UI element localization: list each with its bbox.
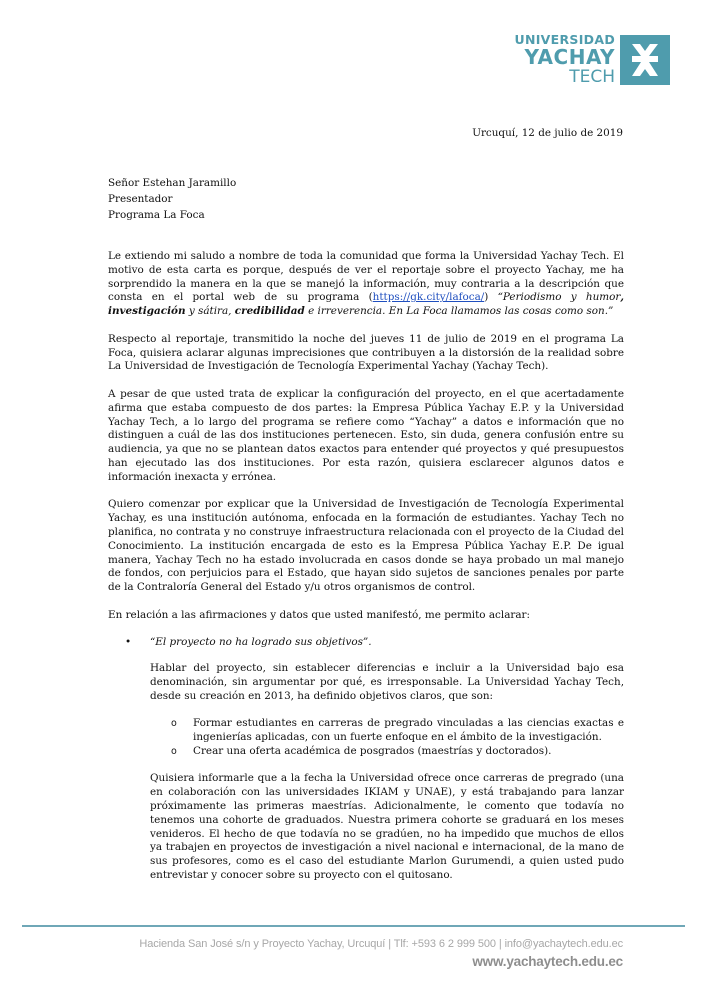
recipient-name: Señor Estehan Jaramillo: [108, 177, 237, 189]
bullet-claim-text: “El proyecto no ha logrado sus objetivos”.: [150, 636, 372, 649]
footer-website[interactable]: www.yachaytech.edu.ec: [472, 954, 623, 969]
program-motto-part-4: credibilidad: [234, 305, 305, 318]
yachay-mark-icon: [620, 35, 670, 85]
footer-divider: [22, 925, 685, 927]
sub-bullet-symbol: o: [171, 745, 177, 757]
bullet-symbol: •: [125, 636, 132, 649]
recipient-program: Programa La Foca: [108, 209, 205, 221]
objective-text: Formar estudiantes en carreras de pregrado vinculadas a las ciencias exactas e ingenierías aplicadas, con un fuerte enfoque en el ámbito de la investigación.: [193, 717, 624, 744]
program-website-link[interactable]: https://gk.city/lafoca/: [372, 291, 485, 304]
letter-date: Urcuquí, 12 de julio de 2019: [472, 127, 623, 139]
objective-item: [150, 717, 624, 745]
paragraph-greeting-paren: ): [484, 291, 498, 304]
objectives-list: [108, 717, 624, 758]
sub-bullet-symbol: o: [171, 718, 177, 730]
paragraph-report: Respecto al reportaje, transmitido la noche del jueves 11 de julio de 2019 en el programa La Foca, quisiera aclarar algunas imprecisiones que contribuyen a la distorsión de la realidad sobre La Universidad de Investigación de Tecnología Experimental Yachay (Yachay Tech).: [108, 332, 624, 373]
logo-line-universidad: UNIVERSIDAD: [514, 32, 615, 47]
recipient-block: [108, 175, 236, 223]
paragraph-objectives: Hablar del proyecto, sin establecer diferencias e incluir a la Universidad bajo esa denominación, sin argumentar por qué, es irresponsable. La Universidad Yachay Tech, desde su creación en 2013, ha definido objetivos claros, que son:: [150, 662, 624, 702]
logo-line-yachay: YACHAY: [524, 45, 615, 69]
bullet-claim: [108, 636, 624, 650]
objective-text: Crear una oferta académica de posgrados (maestrías y doctorados).: [193, 744, 552, 757]
recipient-role: Presentador: [108, 193, 173, 205]
logo-wordmark: [514, 33, 615, 86]
university-logo: [514, 33, 670, 87]
paragraph-greeting-text: Le extiendo mi saludo a nombre de toda la comunidad que forma la Universidad Yachay Tech. El motivo de esta carta es porque, después de ver el reportaje sobre el proyecto Yachay, me ha sorprendido la manera en la que se manejó la información, muy contraria a la descripción que consta en el portal web de su programa (: [108, 250, 624, 304]
program-motto-part-3: y sátira,: [185, 305, 235, 318]
paragraph-configuration: A pesar de que usted trata de explicar la configuración del proyecto, en el que acertadamente afirma que estaba compuesto de dos partes: la Empresa Pública Yachay E.P. y la Universidad Yachay Tech, a lo largo del programa se refiere como “Yachay” a datos e información que no distinguen a cuál de las dos instituciones pertenecen. Esto, sin duda, genera confusión entre su audiencia, ya que no se plantean datos exactos para entender qué proyectos y qué presupuestos han ejecutado las dos instituciones. Por esta razón, quisiera esclarecer algunos datos e información inexacta y errónea.: [108, 387, 624, 483]
logo-line-tech: TECH: [569, 67, 615, 87]
paragraph-greeting: [108, 250, 624, 319]
program-motto-part-2: , investigación: [108, 291, 624, 318]
paragraph-autonomy: Quiero comenzar por explicar que la Universidad de Investigación de Tecnología Experimental Yachay, es una institución autónoma, enfocada en la formación de estudiantes. Yachay Tech no planifica, no contrata y no construye infraestructura relacionada con el proyecto de la Ciudad del Conocimiento. La institución encargada de esto es la Empresa Pública Yachay E.P. De igual manera, Yachay Tech no ha estado involucrada en casos donde se haya probado un mal manejo de fondos, con perjuicios para el Estado, que hayan sido sujetos de sanciones penales por parte de la Contraloría General del Estado y/u otros organismos de control.: [108, 498, 624, 594]
paragraph-programs: Quisiera informarle que a la fecha la Universidad ofrece once carreras de pregrado (una en colaboración con las universidades IKIAM y UNAE), y está trabajando para lanzar próximamente las primeras maestrías. Adicionalmente, le comento que todavía no tenemos una cohorte de graduados. Nuestra primera cohorte se graduará en los meses venideros. El hecho de que todavía no se gradúen, no ha impedido que muchos de ellos ya trabajen en proyectos de investigación a nivel nacional e internacional, de la mano de sus profesores, como es el caso del estudiante Marlon Gurumendi, a quien usted pudo entrevistar y conocer sobre su proyecto con el quitosano.: [150, 772, 624, 882]
program-motto-part-5: e irreverencia. En La Foca llamamos las cosas como son.”: [304, 305, 614, 318]
footer-contact: Hacienda San José s/n y Proyecto Yachay, Urcuquí | Tlf: +593 6 2 999 500 | info@yachaytech.edu.ec: [139, 938, 623, 950]
program-motto-part-1: “Periodismo y humor: [497, 291, 621, 304]
paragraph-clarify: En relación a las afirmaciones y datos que usted manifestó, me permito aclarar:: [108, 608, 531, 621]
letter-body: [108, 250, 624, 897]
objective-item: [150, 745, 624, 759]
